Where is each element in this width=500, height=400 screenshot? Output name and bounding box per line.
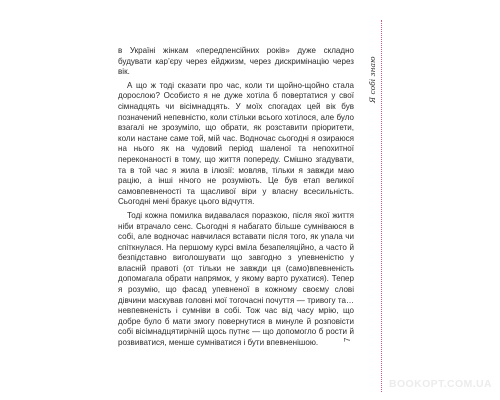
running-title: Я собі знаю	[368, 56, 377, 103]
margin-dotted-rule	[381, 20, 382, 392]
paragraph-1: в Україні жінкам «передпенсійних років» дуже складно будувати кар’єру через ейджизм, через дискримінацію через вік.	[118, 46, 354, 77]
watermark: BOOKOPT.COM.UA	[388, 378, 492, 390]
body-text	[118, 46, 354, 349]
page-number: 7	[343, 337, 352, 342]
paragraph-2: А що ж тоді сказати про час, коли ти щойно-щойно стала дорослою? Особисто я не дуже хотіла б повертатися у свої сімнадцять чи вісімнадцять. У моїх спогадах цей вік був позначений непевністю, коли стільки всього хотілося, але було взагалі не зрозуміло, що обрати, як розставити пріоритети, коли настане саме той, мій час. Водночас сьогодні я озираюся на нього як на чудовий період шаленої та непохитної переконаності в тому, що життя попереду. Смішно згадувати, та в той час я жила в ілюзії: мовляв, тільки я завжди маю рацію, а інші нічого не розуміють. Це був етап великої самовпевненості та щасливої віри у власну всесильність. Сьогодні мені бракує цього відчуття.	[118, 80, 354, 207]
paragraph-3: Тоді кожна помилка видавалася поразкою, після якої життя ніби втрачало сенс. Сьогодні я набагато більше сумніваюся в собі, але водночас навчилася вставати після того, як упала чи спіткнулася. На першому курсі вміла безапеляційно, а часто й безпідставно виголошувати що завгодно з упевненістю у власній правоті (от тільки не завжди ця (само)впевненість допомагала обрати напрямок, у якому варто рухатися). Тепер я розумію, що фасад упевненої в кожному своєму слові дівчини маскував головні мої тогочасні почуття — тривогу та… невпевненість і сумніви в собі. Тож час від часу мрію, що добре було б мати змогу повернутися в минуле й розповісти собі вісімнадцятирічній щось путнє — що допомогло б рости й розвиватися, менше сумніватися і бути впевненішою.	[118, 210, 354, 348]
